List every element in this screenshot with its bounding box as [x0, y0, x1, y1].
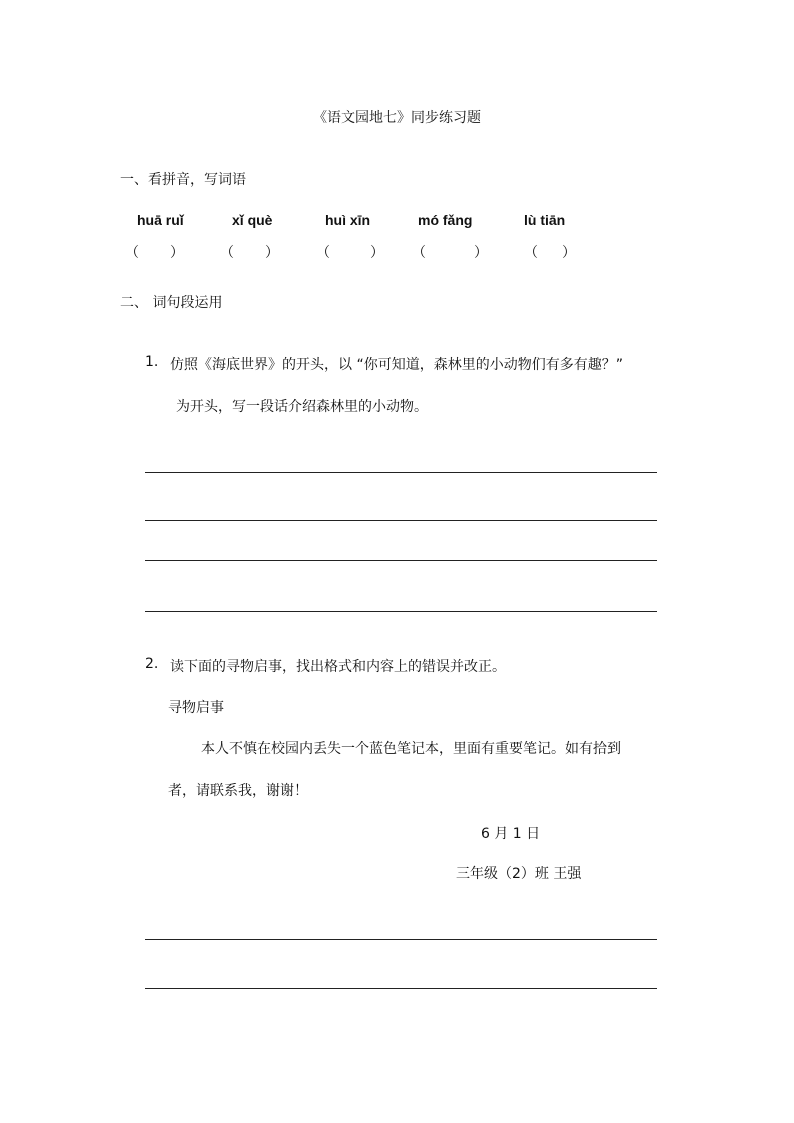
- notice-signature: 三年级（2）班 王强: [456, 866, 582, 882]
- close-paren: ）: [265, 245, 279, 261]
- open-paren: （: [125, 245, 139, 261]
- open-paren: （: [220, 245, 234, 261]
- answer-line[interactable]: [145, 988, 657, 989]
- page-title: 《语文园地七》同步练习题: [313, 110, 481, 126]
- pinyin-5: lù tiān: [524, 212, 566, 228]
- q2-number: 2.: [145, 656, 159, 672]
- pinyin-2: xǐ què: [232, 212, 273, 228]
- notice-body-line1: 本人不慎在校园内丢失一个蓝色笔记本，里面有重要笔记。如有拾到: [201, 741, 621, 757]
- answer-blank-5[interactable]: [524, 242, 576, 262]
- close-paren: ）: [562, 245, 576, 261]
- answer-line[interactable]: [145, 520, 657, 521]
- open-paren: （: [316, 245, 330, 261]
- answer-line[interactable]: [145, 472, 657, 473]
- pinyin-1: huā ruǐ: [137, 212, 184, 228]
- pinyin-3: huì xīn: [325, 212, 371, 228]
- answer-blank-3[interactable]: [316, 242, 384, 262]
- pinyin-4: mó fǎng: [418, 212, 473, 228]
- open-paren: （: [412, 245, 426, 261]
- close-paren: ）: [474, 245, 488, 261]
- answer-blank-4[interactable]: [412, 242, 488, 262]
- q1-text-line2: 为开头，写一段话介绍森林里的小动物。: [176, 399, 428, 415]
- q1-number: 1.: [145, 354, 159, 370]
- close-paren: ）: [370, 245, 384, 261]
- answer-line[interactable]: [145, 611, 657, 612]
- answer-blank-2[interactable]: [220, 242, 279, 262]
- answer-line[interactable]: [145, 560, 657, 561]
- section2-heading: 二、 词句段运用: [120, 295, 223, 311]
- answer-line[interactable]: [145, 939, 657, 940]
- section1-heading: 一、看拼音，写词语: [120, 172, 246, 188]
- q2-prompt: 读下面的寻物启事，找出格式和内容上的错误并改正。: [170, 659, 506, 675]
- close-paren: ）: [170, 245, 184, 261]
- notice-title: 寻物启事: [168, 700, 224, 716]
- notice-body-line2: 者，请联系我，谢谢！: [168, 783, 308, 799]
- open-paren: （: [524, 245, 538, 261]
- notice-date: 6 月 1 日: [481, 826, 541, 842]
- q1-text-line1: 仿照《海底世界》的开头，以 “你可知道，森林里的小动物们有多有趣？”: [170, 357, 623, 373]
- answer-blank-1[interactable]: [125, 242, 184, 262]
